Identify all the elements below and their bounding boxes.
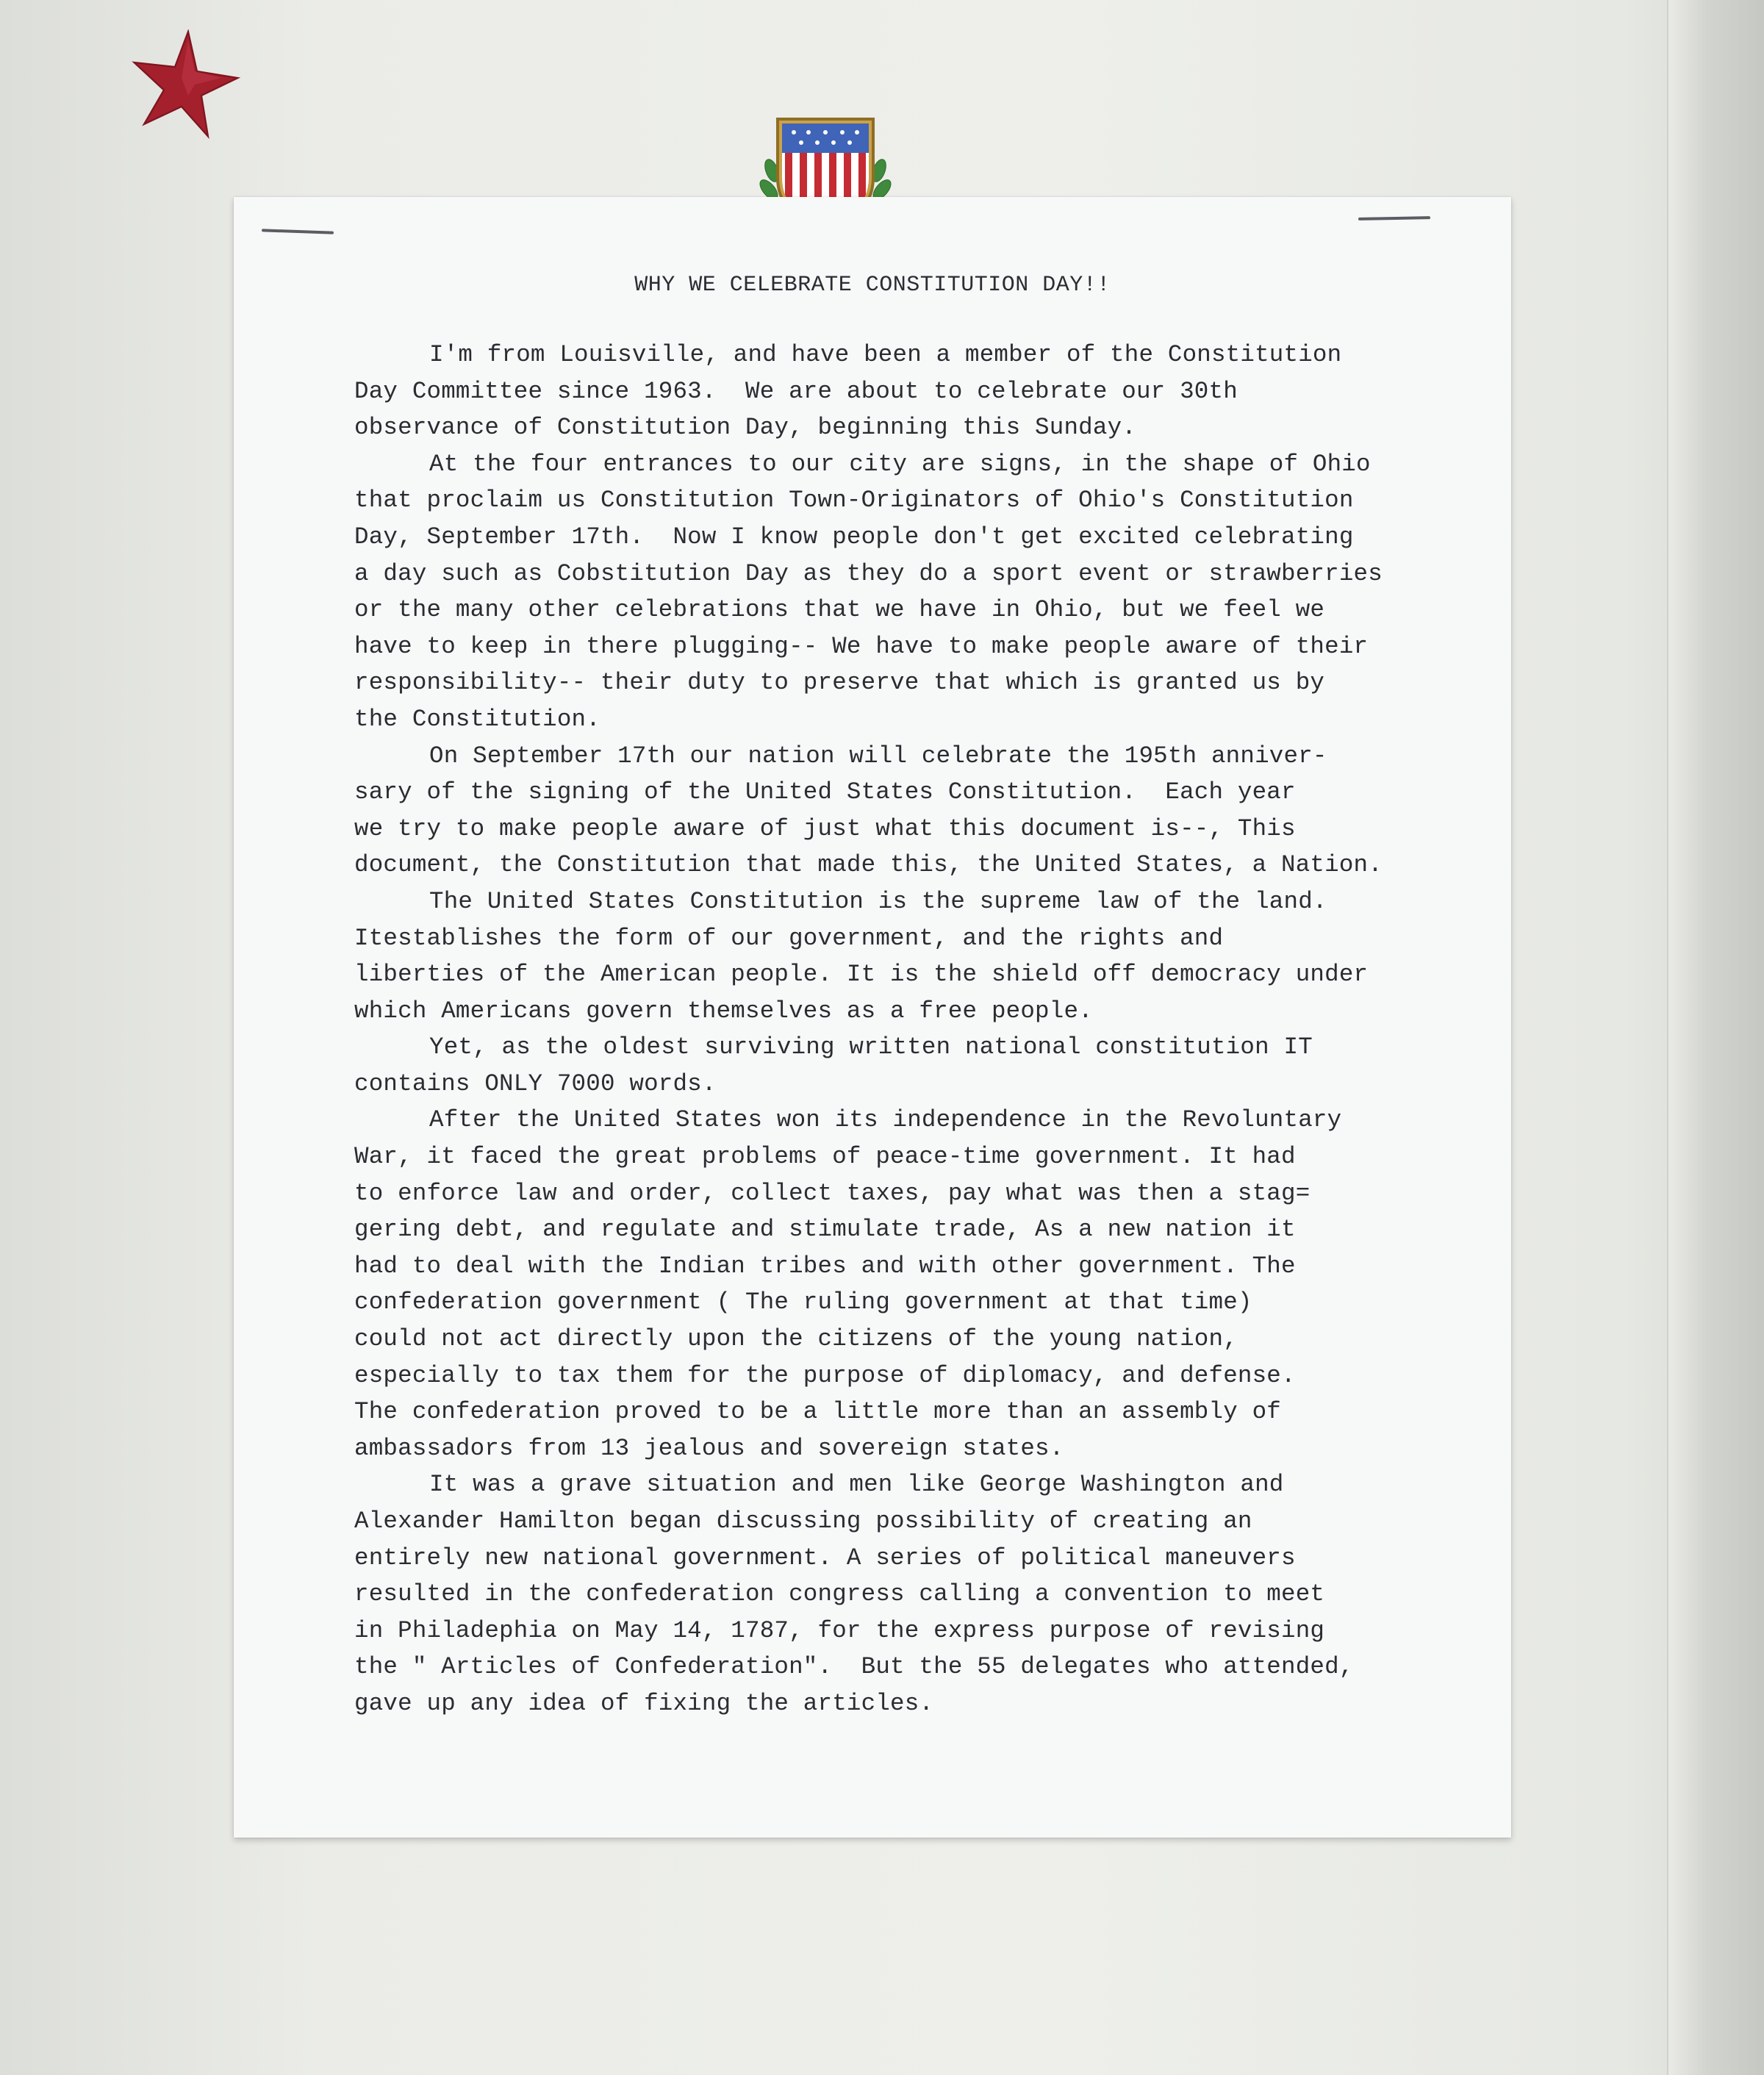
staple (1358, 216, 1430, 221)
text-line: gave up any idea of fixing the articles. (354, 1689, 934, 1717)
text-line: gering debt, and regulate and stimulate trade, As a new nation it (354, 1216, 1296, 1244)
text-line: contains ONLY 7000 words. (354, 1069, 717, 1097)
staple (262, 229, 334, 234)
text-line: had to deal with the Indian tribes and with other government. The (354, 1252, 1296, 1280)
text-line: The confederation proved to be a little more than an assembly of (354, 1398, 1282, 1426)
text-line: Alexander Hamilton began discussing possibility of creating an (354, 1508, 1252, 1535)
text-line: that proclaim us Constitution Town-Originators of Ohio's Constitution (354, 487, 1354, 515)
text-line: liberties of the American people. It is the shield off democracy under (354, 961, 1369, 989)
album-page-edge (1667, 0, 1764, 2075)
typed-document-page (234, 197, 1511, 1838)
red-star-sticker-icon (131, 29, 241, 140)
text-line: which Americans govern themselves as a free people. (354, 997, 1093, 1025)
text-line: resulted in the confederation congress calling a convention to meet (354, 1580, 1325, 1608)
text-line: entirely new national government. A series of political maneuvers (354, 1544, 1296, 1572)
text-line: sary of the signing of the United States Constitution. Each year (354, 778, 1296, 806)
text-line: On September 17th our nation will celebrate the 195th anniver- (429, 742, 1327, 770)
text-line: document, the Constitution that made this, the United States, a Nation. (354, 851, 1383, 879)
text-line: I'm from Louisville, and have been a member of the Constitution (429, 341, 1342, 368)
text-line: Day Committee since 1963. We are about to celebrate our 30th (354, 377, 1238, 405)
text-line: a day such as Cobstitution Day as they do a sport event or strawberries (354, 559, 1383, 587)
text-line: The United States Constitution is the supreme law of the land. (429, 887, 1327, 915)
text-line: observance of Constitution Day, beginning this Sunday. (354, 414, 1136, 442)
text-line: After the United States won its independence in the Revoluntary (429, 1106, 1342, 1134)
text-line: or the many other celebrations that we have in Ohio, but we feel we (354, 596, 1325, 624)
text-line: Itestablishes the form of our government, and the rights and (354, 924, 1224, 952)
text-line: could not act directly upon the citizens of the young nation, (354, 1325, 1238, 1353)
text-line: At the four entrances to our city are signs, in the shape of Ohio (429, 450, 1371, 478)
text-line: ambassadors from 13 jealous and sovereign states. (354, 1434, 1064, 1462)
text-line: to enforce law and order, collect taxes, pay what was then a stag= (354, 1179, 1311, 1207)
document-body (354, 337, 1486, 1722)
text-line: Yet, as the oldest surviving written national constitution IT (429, 1033, 1313, 1061)
text-line: in Philadephia on May 14, 1787, for the express purpose of revising (354, 1616, 1325, 1644)
text-line: Day, September 17th. Now I know people don't get excited celebrating (354, 523, 1354, 551)
text-line: confederation government ( The ruling government at that time) (354, 1289, 1252, 1316)
text-line: responsibility-- their duty to preserve that which is granted us by (354, 669, 1325, 697)
text-line: It was a grave situation and men like George Washington and (429, 1471, 1284, 1499)
text-line: the Constitution. (354, 705, 600, 733)
text-line: we try to make people aware of just what this document is--, This (354, 814, 1296, 842)
document-title: WHY WE CELEBRATE CONSTITUTION DAY!! (634, 273, 1111, 298)
text-line: the " Articles of Confederation". But the 55 delegates who attended, (354, 1653, 1354, 1681)
text-line: War, it faced the great problems of peace-time government. It had (354, 1143, 1296, 1171)
text-line: especially to tax them for the purpose of diplomacy, and defense. (354, 1361, 1296, 1389)
text-line: have to keep in there plugging-- We have to make people aware of their (354, 632, 1369, 660)
